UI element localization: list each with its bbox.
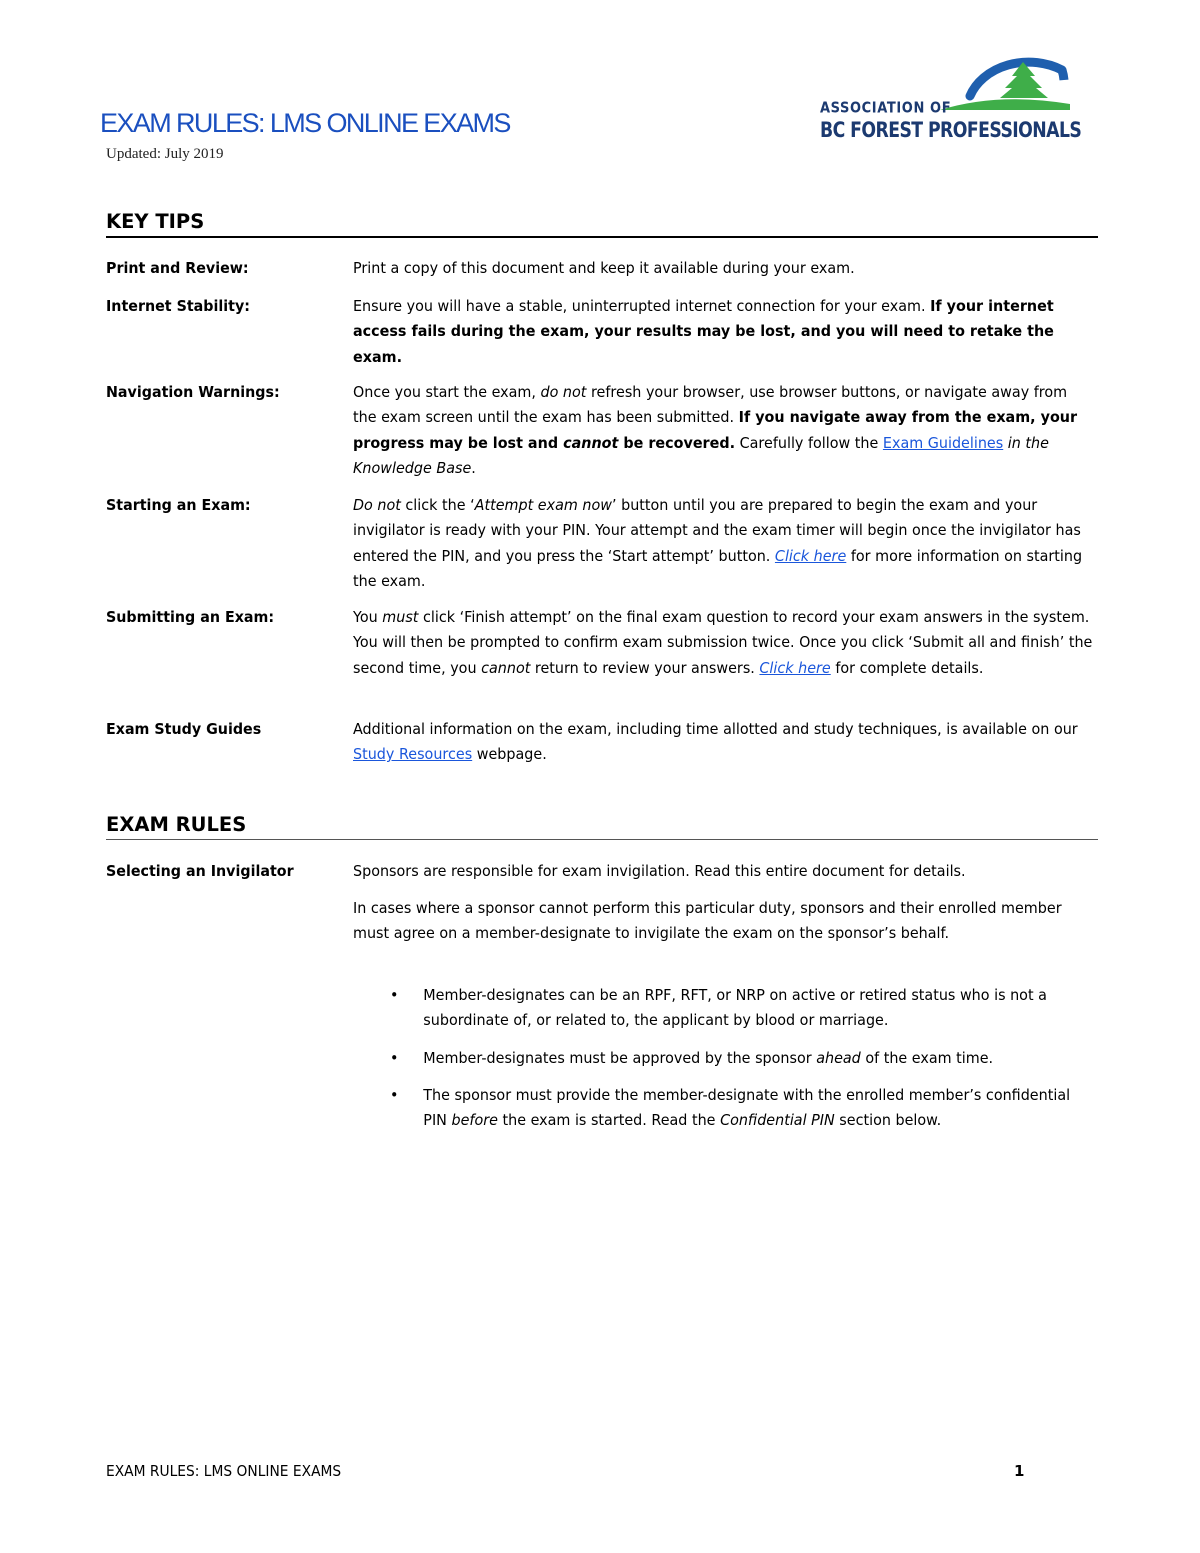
tip-text: Ensure you will have a stable, uninterrupted internet connection for your exam. If your internet access fails during the exam, your results may be lost, and you will need to retake the exam. (353, 297, 1054, 366)
list-item: • The sponsor must provide the member-designate with the enrolled member’s confidential PIN before the exam is started. Read the Confidential PIN section below. (353, 1083, 1093, 1134)
logo-line-1: ASSOCIATION OF (820, 100, 952, 118)
page-number: 1 (1014, 1462, 1025, 1480)
invigilator-bullet-list (353, 983, 1093, 1145)
rule-para-2: In cases where a sponsor cannot perform this particular duty, sponsors and their enrolled member must agree on a member-designate to invigilate the exam on the sponsor’s behalf. (353, 899, 1062, 943)
tip-label: Navigation Warnings: (106, 383, 280, 401)
updated-date: Updated: July 2019 (106, 146, 224, 162)
tip-text: Once you start the exam, do not refresh your browser, use browser buttons, or navigate away from the exam screen until the exam has been submitted. If you navigate away from the exam, your progress may be lost and cannot be recovered. Carefully follow the Exam Guidelines in the Knowledge Base. (353, 383, 1078, 477)
tip-text: You must click ‘Finish attempt’ on the final exam question to record your exam answers in the system. You will then be prompted to confirm exam submission twice. Once you click ‘Submit all and finish’ the second time, you cannot return to review your answers. Click here for complete details. (353, 608, 1093, 677)
bullet-icon: • (390, 1085, 399, 1104)
tip-text: Additional information on the exam, including time allotted and study techniques, is available on our Study Resources webpage. (353, 720, 1078, 764)
list-item: • Member-designates can be an RPF, RFT, or NRP on active or retired status who is not a subordinate of, or related to, the applicant by blood or marriage. (353, 983, 1093, 1034)
tip-label: Exam Study Guides (106, 720, 262, 738)
exam-rules-heading: EXAM RULES (106, 813, 1098, 840)
page-title: EXAM RULES: LMS ONLINE EXAMS (100, 108, 510, 138)
rule-label: Selecting an Invigilator (106, 862, 294, 880)
tip-text: Do not click the ‘Attempt exam now’ button until you are prepared to begin the exam and your invigilator is ready with your PIN. Your attempt and the exam timer will begin once the invigilator has entered the PIN, and you press the ‘Start attempt’ button. Click here for more information on starting the exam. (353, 496, 1083, 590)
tip-label: Starting an Exam: (106, 496, 251, 514)
exam-guidelines-link[interactable]: Exam Guidelines (882, 433, 1004, 452)
tip-label: Print and Review: (106, 259, 249, 277)
rule-para-1: Sponsors are responsible for exam invigilation. Read this entire document for details. (353, 862, 966, 880)
tip-label: Internet Stability: (106, 297, 250, 315)
key-tips-heading: KEY TIPS (106, 210, 1098, 238)
submitting-click-here-link[interactable]: Click here (759, 658, 831, 677)
bullet-icon: • (390, 986, 399, 1004)
list-item: • Member-designates must be approved by the sponsor ahead of the exam time. (353, 1046, 1093, 1071)
starting-click-here-link[interactable]: Click here (774, 546, 847, 565)
tip-text: Print a copy of this document and keep it available during your exam. (353, 259, 855, 277)
bullet-icon: • (390, 1048, 399, 1067)
logo-line-2: BC FOREST PROFESSIONALS (820, 118, 1082, 144)
tip-label: Submitting an Exam: (106, 608, 275, 626)
study-resources-link[interactable]: Study Resources (353, 745, 473, 764)
abcfp-logo (818, 40, 1080, 144)
footer-title: EXAM RULES: LMS ONLINE EXAMS (106, 1462, 342, 1480)
